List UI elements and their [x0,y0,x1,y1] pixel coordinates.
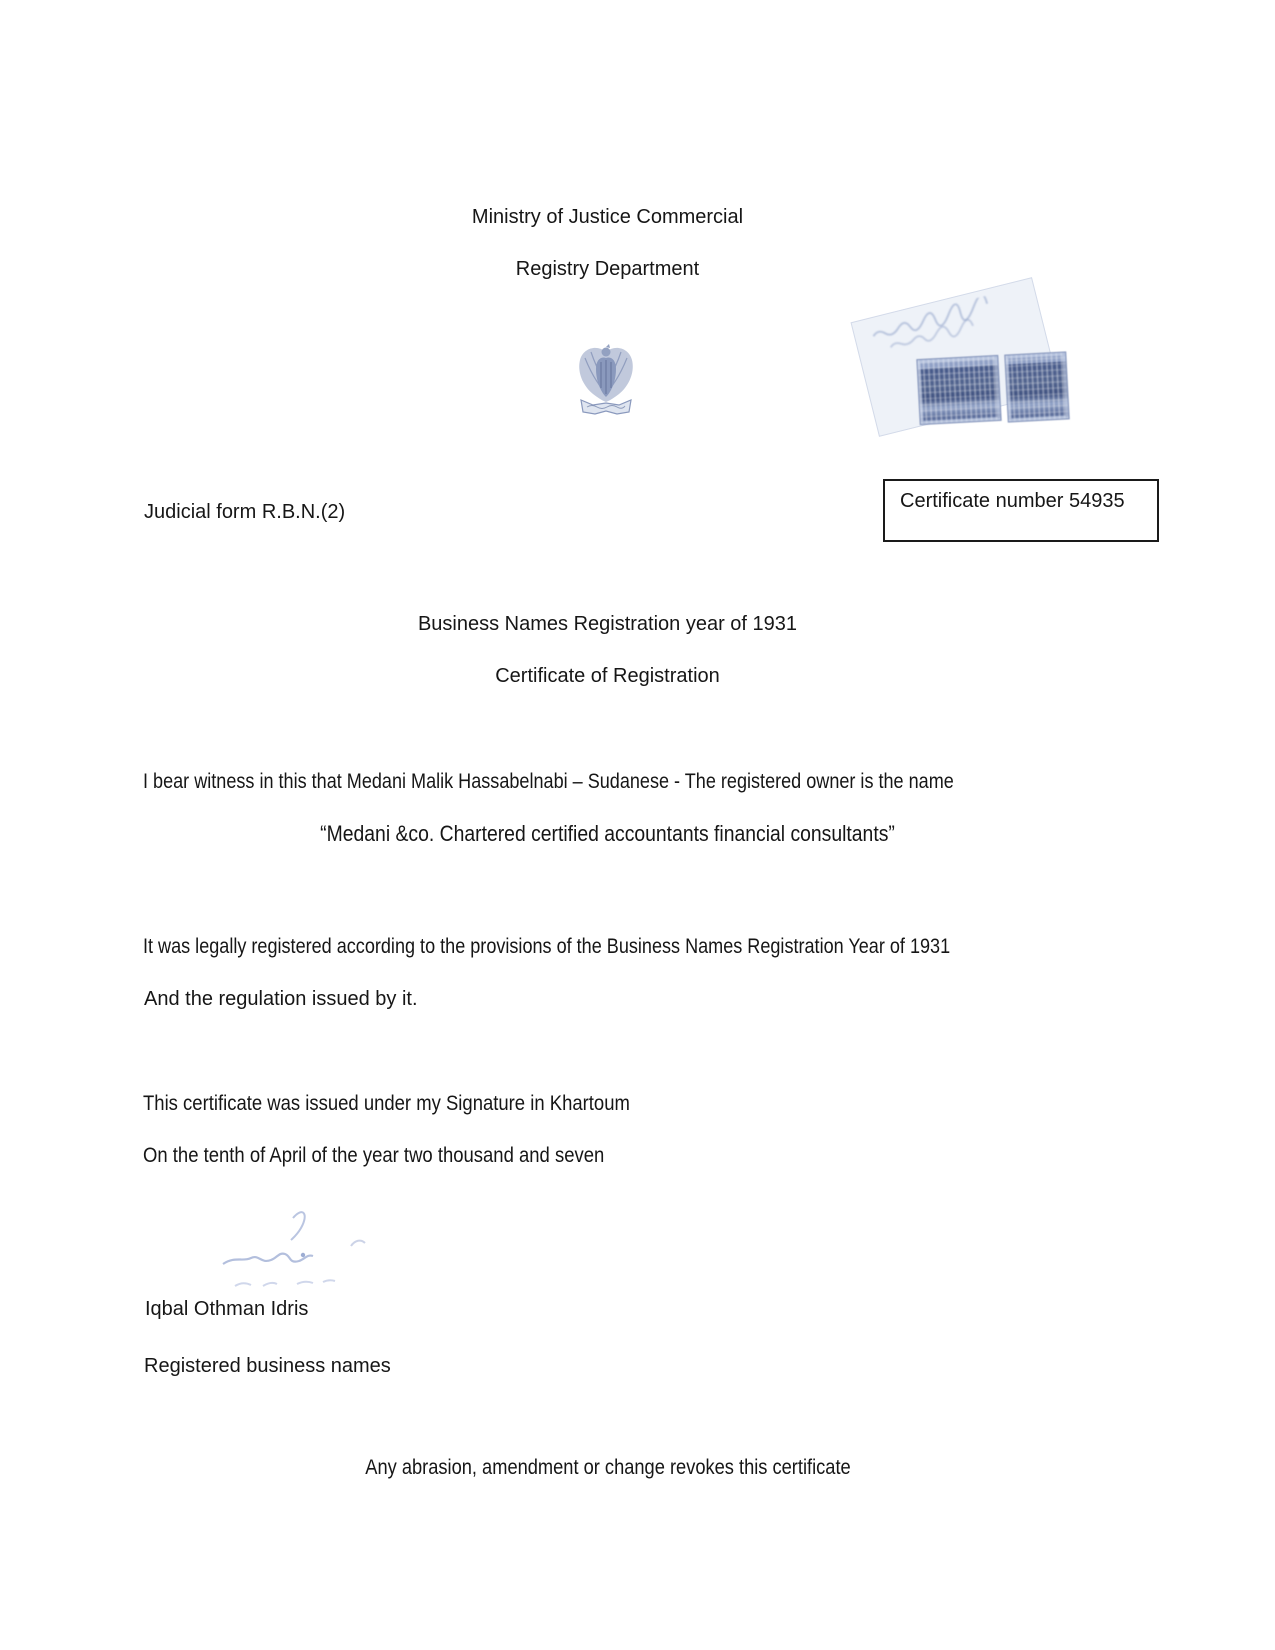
eagle-emblem-icon [573,342,639,422]
signatory-name: Iqbal Othman Idris [145,1298,309,1320]
revenue-stamp-left-icon [916,355,1001,425]
signature-icon [205,1198,435,1303]
business-name-line [145,822,1070,846]
footer-note-text: Any abrasion, amendment or change revokes this certificate [364,1456,851,1479]
certificate-number-value: 54935 [1068,490,1125,512]
issued-line-2: On the tenth of April of the year two thousand and seven [143,1144,605,1167]
issued-line-1: This certificate was issued under my Signature in Khartoum [143,1092,630,1115]
signatory-title: Registered business names [144,1355,391,1377]
ministry-header-line2: Registry Department [515,258,700,280]
judicial-form-label: Judicial form R.B.N.(2) [144,501,346,523]
certificate-title: Certificate of Registration [495,665,720,687]
certificate-number-box [883,479,1159,542]
ministry-header-line1: Ministry of Justice Commercial [471,206,744,228]
stamp-area [850,288,1078,438]
footer-note-line [145,1456,1070,1480]
act-title: Business Names Registration year of 1931 [417,613,798,635]
revenue-stamp-right-icon [1004,351,1069,422]
legal-line-2: And the regulation issued by it. [144,988,418,1010]
certificate-number-label: Certificate number [900,490,1064,512]
sudan-coat-of-arms-icon [573,342,639,422]
business-name-text: “Medani &co. Chartered certified accountants financial consultants” [320,821,895,846]
legal-line-1: It was legally registered according to the provisions of the Business Names Registration Year of 1931 [143,935,951,958]
signature-scribble [205,1198,435,1303]
witness-line: I bear witness in this that Medani Malik Hassabelnabi – Sudanese - The registered owner is the name [143,770,954,793]
